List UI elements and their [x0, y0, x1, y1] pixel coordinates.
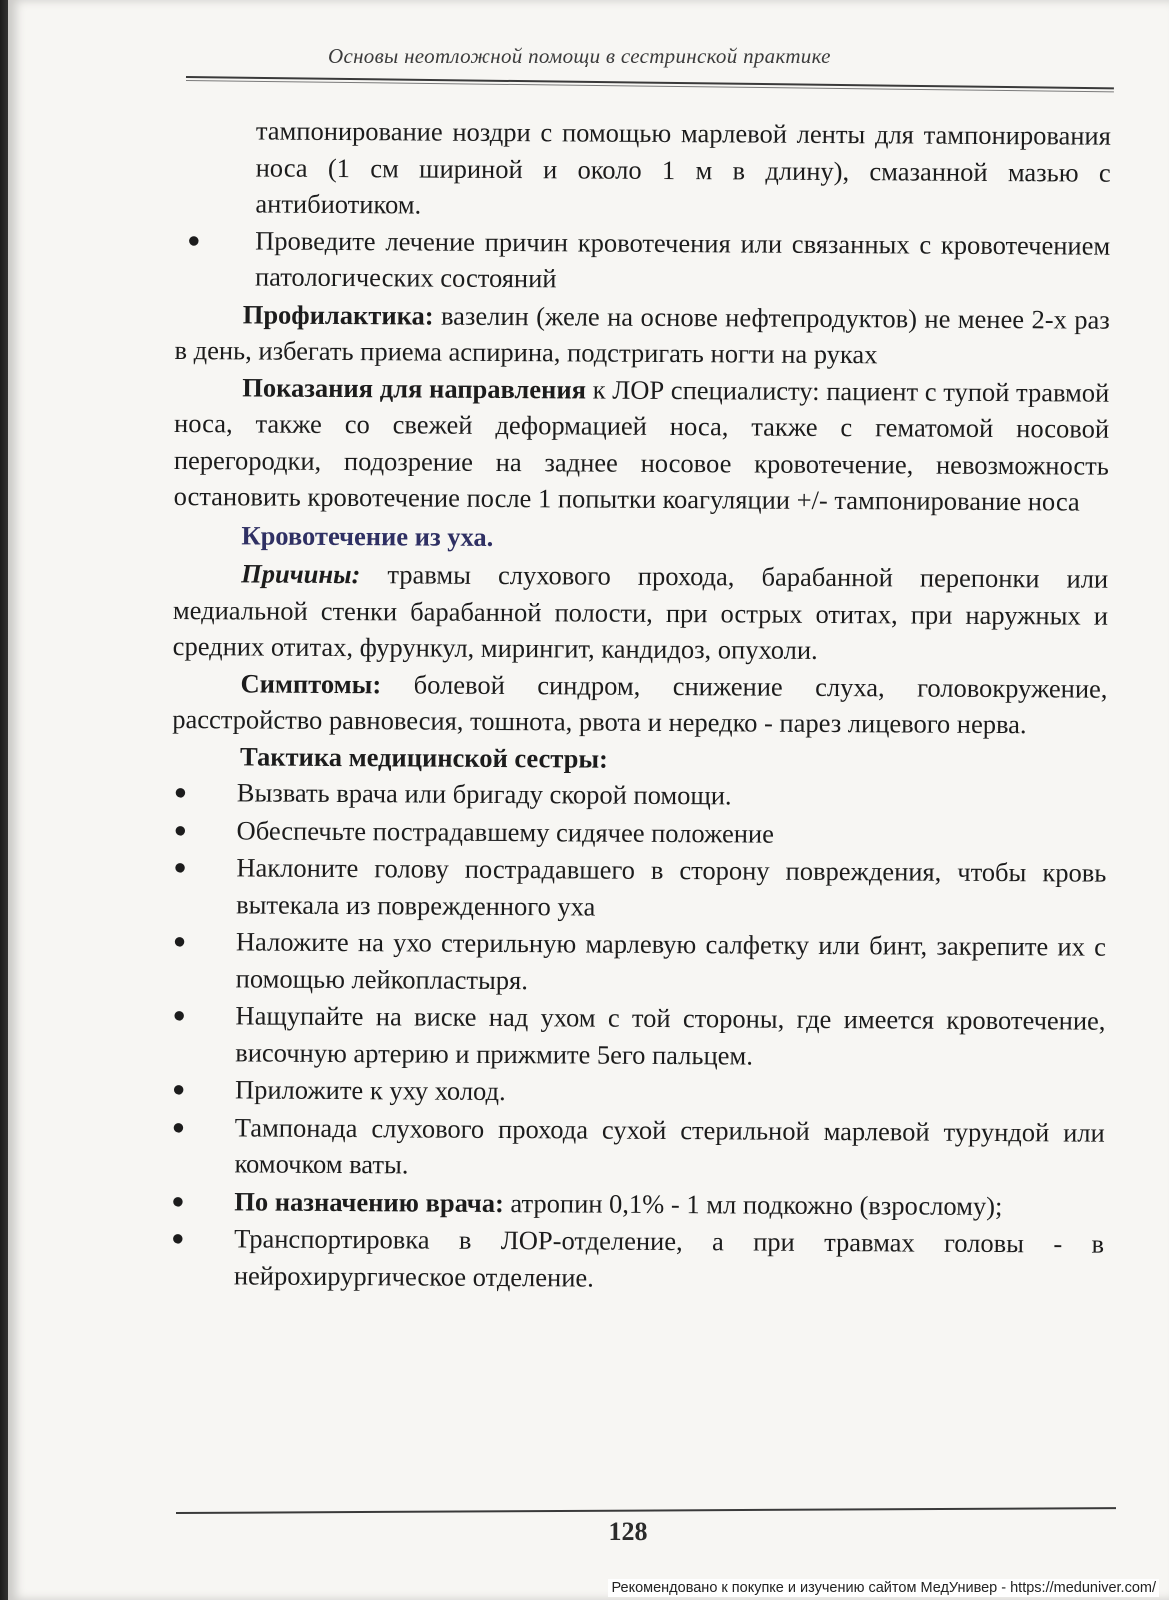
bullet-icon: ●: [172, 1001, 186, 1028]
list-item: [170, 997, 1105, 1076]
bullet-icon: ●: [173, 816, 187, 842]
running-header: Основы неотложной помощи в сестринской практике: [328, 44, 831, 68]
list-item-transport: [169, 1220, 1104, 1299]
bullet-icon: ●: [173, 853, 187, 880]
doctor-text: атропин 0,1% - 1 мл подкожно (взрослому);: [503, 1187, 1003, 1221]
symptoms-paragraph: [172, 664, 1107, 743]
list-item-text: Обеспечьте пострадавшему сидячее положение: [236, 814, 774, 849]
bullet-treat-causes: [175, 221, 1110, 300]
doctor-label: По назначению врача:: [234, 1185, 504, 1218]
watermark-banner: Рекомендовано к покупке и изучению сайтом МедУнивер - https://meduniver.com/: [608, 1579, 1159, 1597]
prophylaxis-paragraph: [174, 295, 1109, 374]
prophylaxis-text: вазелин (желе на основе нефтепродуктов) не менее 2-х раз в день, избегать приема аспирина, подстригать ногти на руках: [174, 300, 1110, 370]
bullet-icon: ●: [171, 1075, 186, 1102]
list-item: [169, 1108, 1104, 1187]
causes-text: травмы слухового прохода, барабанной перепонки или медиальной стенки барабанной полости, при острых отитах, при наружных и средних отитах, фурункул, мирингит, кандидоз, опухоли.: [172, 559, 1109, 665]
symptoms-label: Симптомы:: [240, 667, 382, 699]
bullet-icon: ●: [173, 778, 188, 805]
symptoms-text: болевой синдром, снижение слуха, головокружение, расстройство равновесия, тошнота, рвота и нередко - парез лицевого нерва.: [172, 668, 1108, 740]
list-item-doctor-prescription: [169, 1182, 1104, 1224]
page-number: 128: [608, 1517, 648, 1546]
referral-label: Показания для направления: [242, 371, 587, 405]
causes-paragraph: [173, 555, 1109, 670]
footer-rule: [176, 1507, 1116, 1514]
list-item: [171, 849, 1106, 928]
bullet-icon: ●: [171, 1187, 185, 1213]
book-page: [8, 0, 1169, 1600]
list-item-text: Приложите к уху холод.: [234, 1074, 506, 1107]
section-title-ear-bleeding: Кровотечение из уха.: [241, 519, 494, 552]
list-item-text: Тампонада слухового прохода сухой стерильной марлевой турундой или комочком ваты.: [234, 1111, 1105, 1180]
list-item-text: Вызвать врача или бригаду скорой помощи.: [236, 777, 732, 811]
prophylaxis-label: Профилактика:: [242, 298, 434, 331]
referral-text: к ЛОР специалисту: пациент с тупой травмой носа, также со свежей деформацией носа, также с гематомой носовой перегородки, подозрение на заднее носовое кровотечение, невозможность остановить кровотечение после 1 попытки коагуляции +/- тампонирование носа: [173, 374, 1110, 517]
referral-paragraph: [174, 368, 1110, 520]
page-body: [169, 112, 1111, 1300]
list-item-text: Наложите на ухо стерильную марлевую салфетку или бинт, закрепите их с помощью лейкопластыря.: [235, 926, 1107, 995]
list-item: [172, 811, 1107, 853]
list-item-text: Транспортировка в ЛОР-отделение, а при травмах головы - в нейрохирургическое отделение.: [233, 1223, 1105, 1293]
list-item: [171, 923, 1106, 1002]
bullet-icon: ●: [171, 1224, 185, 1251]
bullet-icon: ●: [187, 226, 201, 252]
list-item: [170, 1071, 1105, 1113]
bullet-icon: ●: [172, 927, 187, 954]
list-item-text: Нащупайте на виске над ухом с той стороны, где имеется кровотечение, височную артерию и прижмите 5его пальцем.: [235, 1000, 1106, 1071]
list-item-text: Наклоните голову пострадавшего в сторону повреждения, чтобы кровь вытекала из поврежденного уха: [236, 852, 1107, 922]
bullet-icon: ●: [171, 1113, 186, 1139]
bullet-text: Проведите лечение причин кровотечения или связанных с кровотечением патологических состояний: [254, 224, 1111, 294]
continuation-paragraph: тампонирование ноздри с помощью марлевой ленты для тампонирования носа (1 см шириной и около 1 м в длину), смазанной мазью с антибиотиком.: [255, 115, 1111, 220]
tactics-title: Тактика медицинской сестры:: [239, 740, 609, 774]
list-item: [172, 774, 1107, 816]
causes-label: Причины:: [241, 558, 361, 590]
